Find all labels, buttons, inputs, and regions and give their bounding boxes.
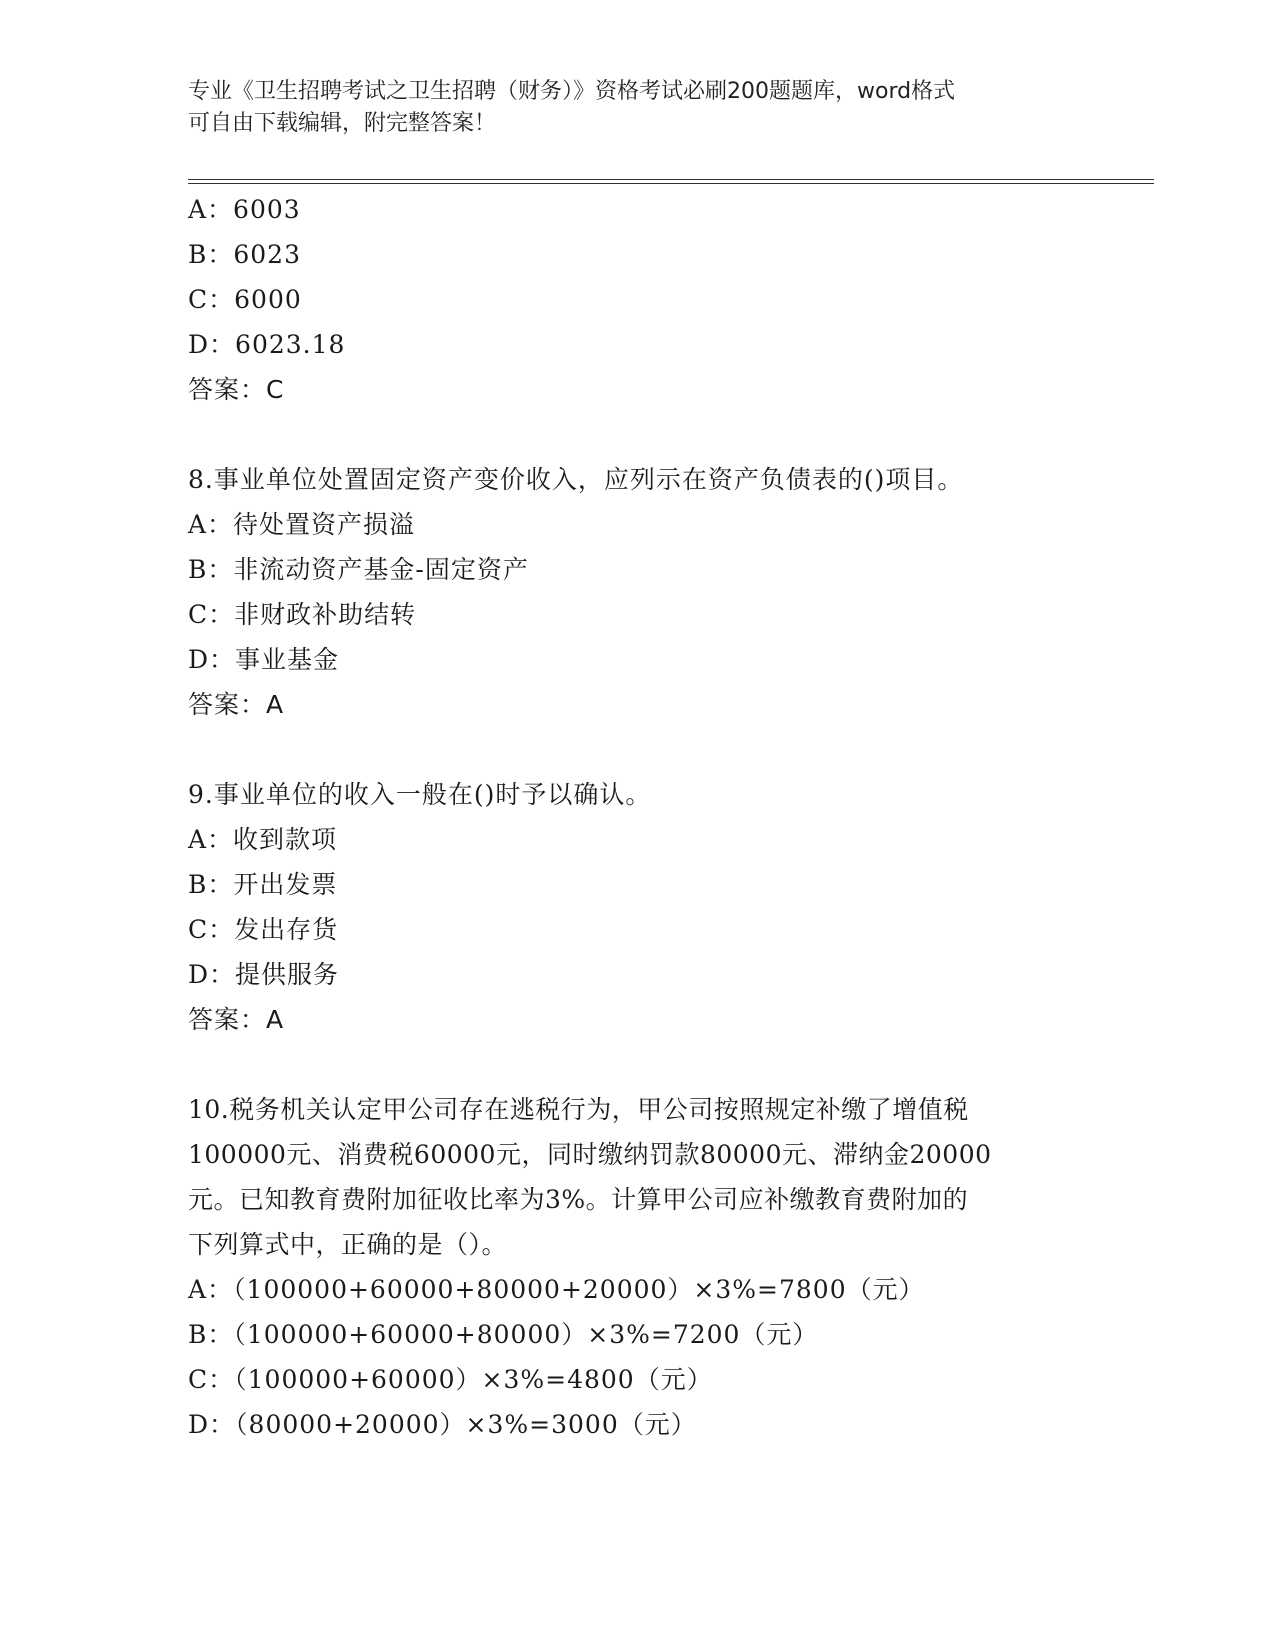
- q8-answer: 答案：A: [188, 690, 285, 719]
- q9-option-c: C：发出存货: [188, 915, 339, 944]
- header-divider-top: [188, 179, 1154, 180]
- q9-question: 9.事业单位的收入一般在()时予以确认。: [188, 780, 652, 809]
- q7-answer: 答案：C: [188, 375, 285, 404]
- q10-option-b: B：（100000+60000+80000）×3%=7200（元）: [188, 1320, 819, 1349]
- header-line-2: 可自由下载编辑，附完整答案！: [188, 111, 497, 136]
- q8-question: 8.事业单位处置固定资产变价收入，应列示在资产负债表的()项目。: [188, 465, 964, 494]
- q7-option-a: A：6003: [188, 195, 301, 224]
- q10-option-a: A：（100000+60000+80000+20000）×3%=7800（元）: [188, 1275, 925, 1304]
- q9-option-b: B：开出发票: [188, 870, 338, 899]
- q8-option-c: C：非财政补助结转: [188, 600, 417, 629]
- q10-question-line-4: 下列算式中，正确的是（）。: [188, 1230, 508, 1259]
- q7-option-d: D：6023.18: [188, 330, 346, 359]
- q10-option-d: D：（80000+20000）×3%=3000（元）: [188, 1410, 697, 1439]
- q9-option-d: D：提供服务: [188, 960, 340, 989]
- q7-option-b: B：6023: [188, 240, 301, 269]
- q9-option-a: A：收到款项: [188, 825, 338, 854]
- q8-option-a: A：待处置资产损溢: [188, 510, 416, 539]
- q10-question-line-3: 元。已知教育费附加征收比率为3%。计算甲公司应补缴教育费附加的: [188, 1185, 969, 1214]
- document-header: [188, 76, 1068, 140]
- q10-question-line-1: 10.税务机关认定甲公司存在逃税行为，甲公司按照规定补缴了增值税: [188, 1095, 969, 1124]
- q9-answer: 答案：A: [188, 1005, 285, 1034]
- q10-option-c: C：（100000+60000）×3%=4800（元）: [188, 1365, 713, 1394]
- q7-option-c: C：6000: [188, 285, 302, 314]
- q10-question-line-2: 100000元、消费税60000元，同时缴纳罚款80000元、滞纳金20000: [188, 1140, 992, 1169]
- q8-option-b: B：非流动资产基金-固定资产: [188, 555, 529, 584]
- q8-option-d: D：事业基金: [188, 645, 340, 674]
- header-divider-bottom: [188, 183, 1154, 184]
- header-line-1: 专业《卫生招聘考试之卫生招聘（财务）》资格考试必刷200题题库，word格式: [188, 79, 956, 104]
